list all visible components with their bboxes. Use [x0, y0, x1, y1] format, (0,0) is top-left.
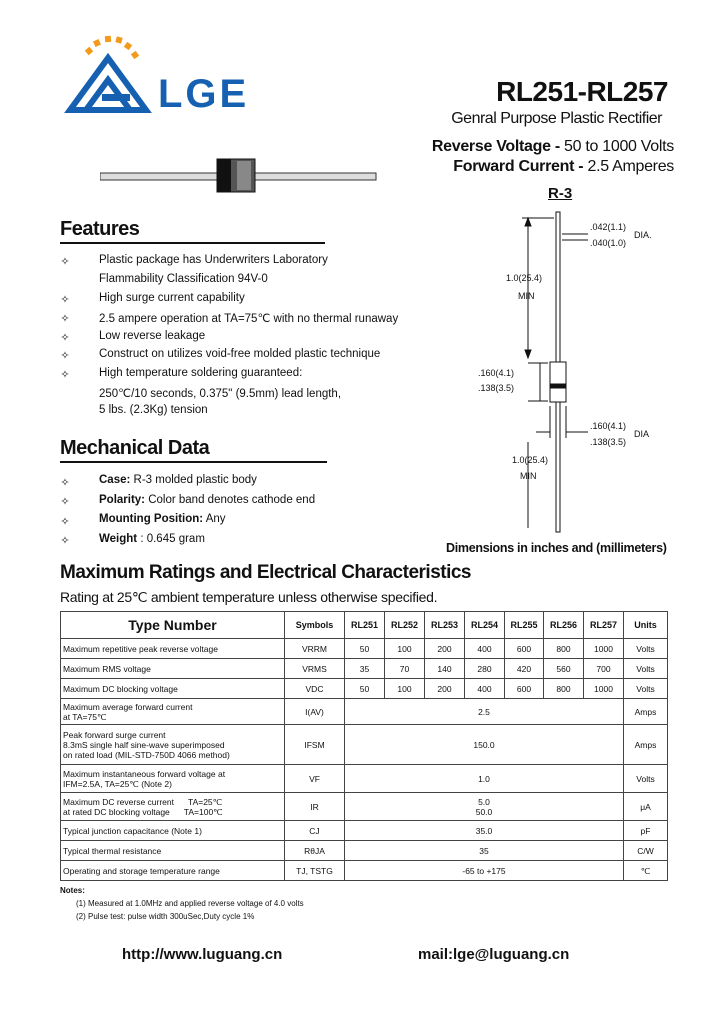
- value-cell: 50: [345, 679, 385, 699]
- table-row: [61, 765, 668, 793]
- bullet-icon: ✧: [60, 294, 70, 306]
- mechanical-item: [99, 494, 315, 506]
- dim-body-len-bot: .138(3.5): [478, 383, 515, 393]
- logo-text: LGE: [158, 72, 250, 116]
- param-line: Peak forward surge current: [63, 729, 166, 740]
- column-header: RL256: [544, 612, 584, 639]
- bullet-icon: ✧: [60, 332, 70, 344]
- dim-lead-dia-top: .042(1.1): [590, 222, 627, 232]
- bullet-icon: ✧: [60, 496, 70, 508]
- table-row: [61, 841, 668, 861]
- value-cell: 1000: [584, 679, 624, 699]
- param-cell: [61, 861, 285, 881]
- table-header-row: [61, 612, 668, 639]
- dim-lead-dia-bot: .040(1.0): [590, 238, 627, 248]
- feature-line: Plastic package has Underwriters Laboratory: [99, 254, 328, 266]
- column-header: RL253: [425, 612, 465, 639]
- symbol-cell: TJ, TSTG: [285, 861, 345, 881]
- value-cell: [345, 699, 624, 725]
- product-subtitle: Genral Purpose Plastic Rectifier: [451, 110, 662, 127]
- column-header: RL254: [465, 612, 505, 639]
- param-line: IFM=2.5A, TA=25℃ (Note 2): [63, 778, 172, 789]
- dim-lead-length-bot: MIN: [518, 291, 535, 301]
- param-line: Maximum instantaneous forward voltage at: [63, 768, 226, 779]
- value-cell: 280: [465, 659, 505, 679]
- table-row: [61, 793, 668, 821]
- value-cell: 200: [425, 679, 465, 699]
- param-line: at rated DC blocking voltage TA=100℃: [63, 806, 223, 817]
- reverse-voltage-spec: [432, 138, 674, 156]
- value-cell: 800: [544, 679, 584, 699]
- notes-title: Notes:: [60, 886, 85, 895]
- feature-line: High surge current capability: [99, 292, 245, 304]
- mech-label: Polarity:: [99, 494, 146, 506]
- note-2: (2) Pulse test: pulse width 300uSec,Duty cycle 1%: [76, 912, 255, 921]
- value-cell: 35: [345, 659, 385, 679]
- value-cell: [345, 793, 624, 821]
- table-row: [61, 659, 668, 679]
- value-cell: 420: [505, 659, 544, 679]
- mechanical-title: Mechanical Data: [60, 437, 327, 463]
- unit-cell: C/W: [624, 841, 668, 861]
- ratings-table: [60, 611, 668, 881]
- feature-line: Flammability Classification 94V-0: [99, 273, 268, 285]
- table-row: [61, 821, 668, 841]
- param-cell: [61, 793, 285, 821]
- logo-emblem-icon: [64, 30, 156, 116]
- param-cell: [61, 765, 285, 793]
- param-line: on rated load (MIL-STD-750D 4066 method): [63, 749, 230, 760]
- feature-line: Low reverse leakage: [99, 330, 206, 342]
- value-cell: 100: [385, 639, 425, 659]
- feature-line: High temperature soldering guaranteed:: [99, 367, 303, 379]
- param-line: Maximum average forward current: [63, 701, 193, 712]
- ratings-subtitle: Rating at 25℃ ambient temperature unless otherwise specified.: [60, 589, 438, 605]
- merged-value: 5.0: [478, 796, 490, 807]
- column-header: Symbols: [285, 612, 345, 639]
- part-number: RL251-RL257: [496, 76, 668, 107]
- merged-value: 35: [479, 845, 489, 856]
- bullet-icon: ✧: [60, 256, 70, 268]
- value-cell: 1000: [584, 639, 624, 659]
- bullet-icon: ✧: [60, 313, 70, 325]
- mechanical-item: [99, 533, 205, 545]
- mechanical-item: [99, 513, 226, 525]
- symbol-cell: RθJA: [285, 841, 345, 861]
- param-line: 8.3mS single half sine-wave superimposed: [63, 739, 225, 750]
- param-line: Typical junction capacitance (Note 1): [63, 825, 202, 836]
- mechanical-item: [99, 474, 257, 486]
- unit-cell: pF: [624, 821, 668, 841]
- mech-label: Mounting Position:: [99, 513, 204, 525]
- features-title: Features: [60, 218, 325, 244]
- bullet-icon: ✧: [60, 516, 70, 528]
- table-row: [61, 679, 668, 699]
- dim-lead-dia-label: DIA.: [634, 230, 652, 240]
- dimension-caption: Dimensions in inches and (millimeters): [446, 541, 667, 555]
- unit-cell: Amps: [624, 699, 668, 725]
- dim-lead-length-top: 1.0(25.4): [506, 273, 543, 283]
- value-cell: 200: [425, 639, 465, 659]
- symbol-cell: IR: [285, 793, 345, 821]
- value-cell: 50: [345, 639, 385, 659]
- forward-current-label: Forward Current -: [453, 158, 584, 175]
- merged-value: 1.0: [478, 773, 490, 784]
- table-row: [61, 699, 668, 725]
- forward-current-spec: [453, 158, 674, 176]
- dim-lead2-length-top: 1.0(25.4): [512, 455, 549, 465]
- unit-cell: Volts: [624, 659, 668, 679]
- param-line: at TA=75℃: [63, 711, 107, 722]
- package-name: R-3: [548, 185, 573, 202]
- column-header: Type Number: [61, 612, 285, 639]
- value-cell: 400: [465, 639, 505, 659]
- merged-value: 150.0: [473, 739, 495, 750]
- unit-cell: Volts: [624, 765, 668, 793]
- param-cell: [61, 639, 285, 659]
- param-cell: [61, 679, 285, 699]
- param-line: Maximum RMS voltage: [63, 663, 151, 674]
- dim-body-len-top: .160(4.1): [478, 368, 515, 378]
- symbol-cell: VDC: [285, 679, 345, 699]
- value-cell: [345, 861, 624, 881]
- param-line: Typical thermal resistance: [63, 845, 162, 856]
- table-row: [61, 639, 668, 659]
- column-header: RL255: [505, 612, 544, 639]
- param-cell: [61, 659, 285, 679]
- symbol-cell: CJ: [285, 821, 345, 841]
- unit-cell: Amps: [624, 725, 668, 765]
- reverse-voltage-label: Reverse Voltage -: [431, 138, 560, 155]
- symbol-cell: VRRM: [285, 639, 345, 659]
- bullet-icon: ✧: [60, 535, 70, 547]
- param-cell: [61, 821, 285, 841]
- symbol-cell: VF: [285, 765, 345, 793]
- param-line: Maximum DC reverse current TA=25℃: [63, 796, 223, 807]
- value-cell: 70: [385, 659, 425, 679]
- symbol-cell: IFSM: [285, 725, 345, 765]
- merged-value: -65 to +175: [462, 865, 506, 876]
- merged-value: 50.0: [475, 806, 493, 817]
- feature-line: Construct on utilizes void-free molded plastic technique: [99, 348, 381, 360]
- param-cell: [61, 699, 285, 725]
- feature-line: 250℃/10 seconds, 0.375" (9.5mm) lead length,: [99, 388, 342, 400]
- ratings-title: Maximum Ratings and Electrical Characteristics: [60, 562, 471, 583]
- symbol-cell: VRMS: [285, 659, 345, 679]
- param-line: Maximum repetitive peak reverse voltage: [63, 643, 218, 654]
- dim-lead2-length-bot: MIN: [520, 471, 537, 481]
- value-cell: 400: [465, 679, 505, 699]
- note-1: (1) Measured at 1.0MHz and applied reverse voltage of 4.0 volts: [76, 899, 304, 908]
- unit-cell: Volts: [624, 679, 668, 699]
- merged-value: 35.0: [475, 825, 493, 836]
- mech-text: Any: [205, 513, 226, 525]
- mech-text: : 0.645 gram: [140, 533, 205, 545]
- column-header: RL252: [385, 612, 425, 639]
- column-header: RL251: [345, 612, 385, 639]
- diode-picture: [100, 155, 380, 195]
- unit-cell: μA: [624, 793, 668, 821]
- param-line: Operating and storage temperature range: [63, 865, 220, 876]
- bullet-icon: ✧: [60, 477, 70, 489]
- column-header: RL257: [584, 612, 624, 639]
- value-cell: [345, 841, 624, 861]
- feature-line: 2.5 ampere operation at TA=75℃ with no thermal runaway: [99, 313, 399, 325]
- merged-value: 2.5: [478, 706, 490, 717]
- feature-line: 5 lbs. (2.3Kg) tension: [99, 404, 208, 416]
- forward-current-value: 2.5 Amperes: [587, 158, 674, 175]
- dim-body-dia-top: .160(4.1): [590, 421, 627, 431]
- dim-body-dia-bot: .138(3.5): [590, 437, 627, 447]
- value-cell: [345, 765, 624, 793]
- unit-cell: ℃: [624, 861, 668, 881]
- footer-email[interactable]: mail:lge@luguang.cn: [418, 946, 570, 963]
- symbol-cell: I(AV): [285, 699, 345, 725]
- table-row: [61, 725, 668, 765]
- value-cell: [345, 725, 624, 765]
- value-cell: [345, 821, 624, 841]
- param-cell: [61, 725, 285, 765]
- bullet-icon: ✧: [60, 350, 70, 362]
- reverse-voltage-value: 50 to 1000 Volts: [564, 138, 674, 155]
- value-cell: 600: [505, 639, 544, 659]
- bullet-icon: ✧: [60, 369, 70, 381]
- mech-label: Case:: [99, 474, 131, 486]
- table-row: [61, 861, 668, 881]
- dim-body-dia-label: DIA: [634, 429, 650, 439]
- value-cell: 140: [425, 659, 465, 679]
- value-cell: 800: [544, 639, 584, 659]
- mech-label: Weight: [99, 533, 138, 545]
- param-cell: [61, 841, 285, 861]
- footer-website[interactable]: http://www.luguang.cn: [122, 946, 283, 963]
- value-cell: 100: [385, 679, 425, 699]
- value-cell: 700: [584, 659, 624, 679]
- mech-text: R-3 molded plastic body: [133, 474, 257, 486]
- mech-text: Color band denotes cathode end: [148, 494, 316, 506]
- value-cell: 560: [544, 659, 584, 679]
- notes: [60, 884, 304, 923]
- column-header: Units: [624, 612, 668, 639]
- value-cell: 600: [505, 679, 544, 699]
- unit-cell: Volts: [624, 639, 668, 659]
- param-line: Maximum DC blocking voltage: [63, 683, 178, 694]
